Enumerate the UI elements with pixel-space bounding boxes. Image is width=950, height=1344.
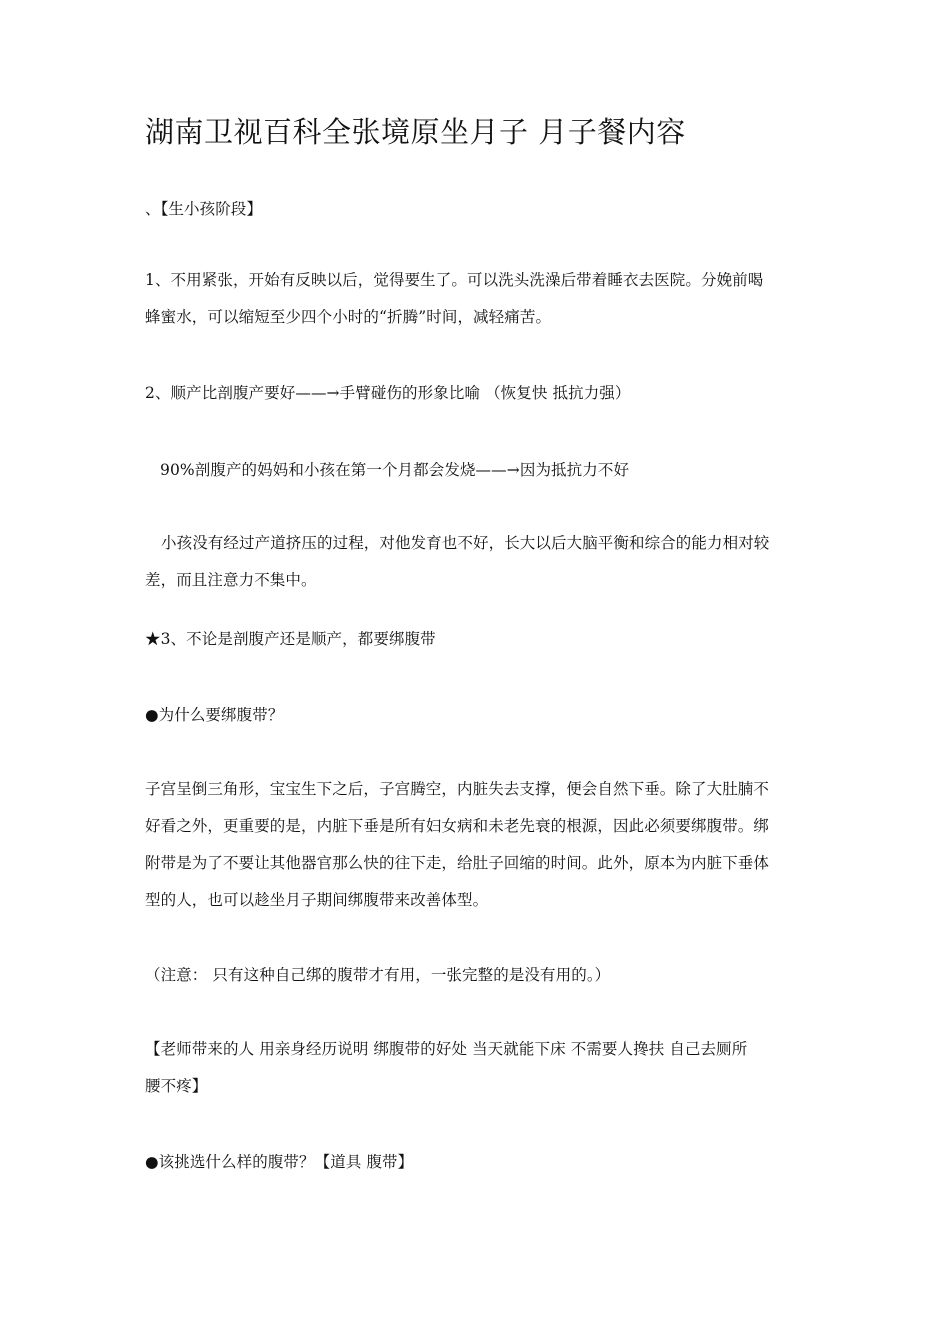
paragraph-7-line-3: 附带是为了不要让其他器官那么快的往下走，给肚子回缩的时间。此外，原本为内脏下垂体 (145, 854, 770, 872)
paragraph-4-line-1: 小孩没有经过产道挤压的过程，对他发育也不好，长大以后大脑平衡和综合的能力相对较 (161, 534, 770, 552)
paragraph-7-line-1: 子宫呈倒三角形，宝宝生下之后，子宫腾空，内脏失去支撑，便会自然下垂。除了大肚腩不 (145, 780, 770, 798)
paragraph-3: 90%剖腹产的妈妈和小孩在第一个月都会发烧——→因为抵抗力不好 (160, 461, 630, 479)
paragraph-1-line-1: 1、不用紧张，开始有反映以后，觉得要生了。可以洗头洗澡后带着睡衣去医院。分娩前喝 (145, 271, 764, 289)
paragraph-7-line-2: 好看之外，更重要的是，内脏下垂是所有妇女病和未老先衰的根源，因此必须要绑腹带。绑 (145, 817, 770, 835)
paragraph-4-line-2: 差，而且注意力不集中。 (145, 571, 317, 589)
paragraph-1 (145, 262, 813, 336)
paragraph-10: ●该挑选什么样的腹带？【道具 腹带】 (145, 1153, 414, 1171)
paragraph-7 (145, 771, 813, 919)
document-title: 湖南卫视百科全张境原坐月子 月子餐内容 (145, 115, 686, 149)
paragraph-6: ●为什么要绑腹带？ (145, 706, 284, 724)
paragraph-9-line-1: 【老师带来的人 用亲身经历说明 绑腹带的好处 当天就能下床 不需要人搀扶 自己去厕所 (145, 1040, 748, 1058)
section-heading: 、【生小孩阶段】 (145, 200, 263, 218)
paragraph-5: ★3、不论是剖腹产还是顺产，都要绑腹带 (145, 630, 436, 648)
paragraph-1-line-2: 蜂蜜水，可以缩短至少四个小时的“折腾”时间，减轻痛苦。 (145, 308, 552, 326)
paragraph-8: （注意： 只有这种自己绑的腹带才有用，一张完整的是没有用的。） (145, 966, 611, 984)
paragraph-9 (145, 1031, 813, 1105)
paragraph-4 (145, 525, 813, 599)
paragraph-2: 2、顺产比剖腹产要好——→手臂碰伤的形象比喻 （恢复快 抵抗力强） (145, 384, 631, 402)
paragraph-7-line-4: 型的人，也可以趁坐月子期间绑腹带来改善体型。 (145, 891, 489, 909)
paragraph-9-line-2: 腰不疼】 (145, 1077, 208, 1095)
